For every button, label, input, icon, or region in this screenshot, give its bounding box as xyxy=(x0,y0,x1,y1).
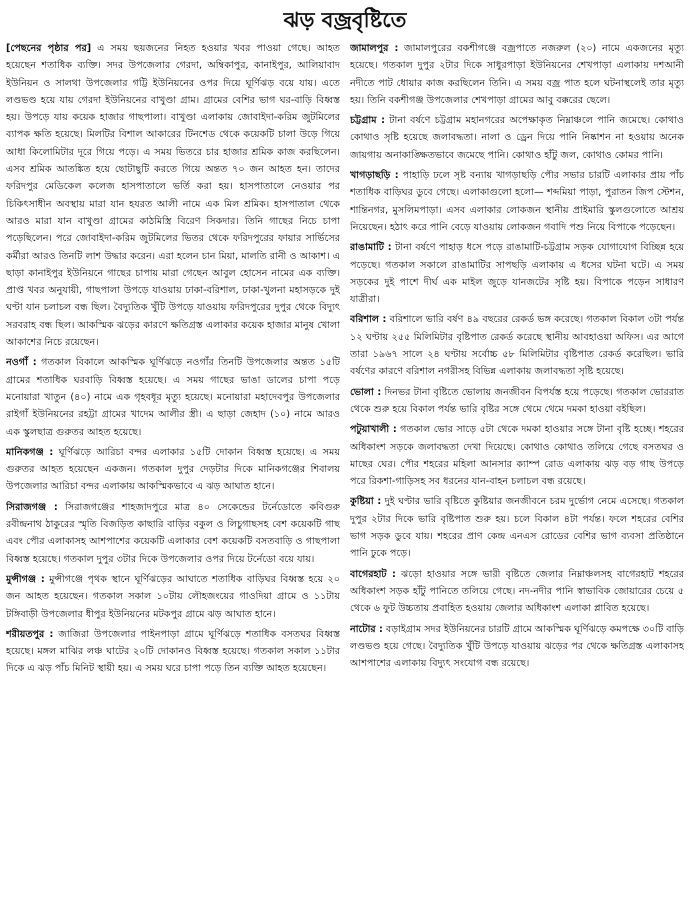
dateline: শরীয়তপুর : xyxy=(6,628,54,640)
dateline: পটুয়াখালী : xyxy=(350,424,397,436)
report-text: টানা বর্ষণে চট্টগ্রাম মহানগরের অপেক্ষাকৃত নিম্নাঞ্চলে পানি জমেছে। কোথাও কোথাও সৃষ্টি হয়েছে জলাবদ্ধতা। নালা ও ড্রেন দিয়ে পানি নিষ্কাশন না হওয়ায় অনেক জায়গায় অনাকাঙ্ক্ষিতভাবে জমেছে পানি। কোথাও হাঁটু জল, কোথাও কোমর পানি। xyxy=(350,115,684,161)
report-paragraph xyxy=(6,499,340,568)
report-text: পাহাড়ি ঢলে সৃষ্ট বন্যায় খাগড়াছড়ি পৌর সভার চারটি এলাকার প্রায় পাঁচ শতাধিক বাড়িঘর ডুবে গেছে। এলাকাগুলো হলো— শব্দমিয়া পাড়া, পুরাতন জিপ স্টেশন, শান্তিনগর, মুসলিমপাড়া। এসব এলাকার লোকজন স্থানীয় প্রাইমারি স্কুলগুলোতে আশ্রয় নিয়েছেন। হঠাৎ করে পানি বেড়ে যাওয়ায় লোকজন গবাদি পশু নিয়ে বিপাকে পড়েছেন। xyxy=(350,170,684,233)
dateline: খাগড়াছড়ি : xyxy=(350,170,399,182)
report-text: মুন্সীগঞ্জে পৃথক স্থানে ঘূর্ণিঝড়ের আঘাতে শতাধিক বাড়িঘর বিধ্বস্ত হয়ে ২০ জন আহত হয়েছেন। গতকাল সকাল ১০টায় লৌহজংয়ের গাওদিয়া গ্রামে ও ১১টায় টঙ্গিবাড়ী উপজেলার ধীপুর ইউনিয়নের মটকপুর গ্রামে ঝড় আঘাত হানে। xyxy=(6,573,340,620)
report-text: বরিশালে ভারি বর্ষণ ৪৯ বছরের রেকর্ড ভঙ্গ করেছে। গতকাল বিকাল ৩টা পর্যন্ত ১২ ঘণ্টায় ২৫৫ মিলিমিটার বৃষ্টিপাত রেকর্ড করেছে স্থানীয় আবহাওয়া অফিস। এর আগে তারা ১৯৬৭ সালে ২৪ ঘণ্টায় সর্বোচ্চ ৫৮ মিলিমিটার বৃষ্টিপাত রেকর্ড করেছিল। ভারি বর্ষণের কারণে বরিশাল নগরীসহ বিভিন্ন এলাকায় জলাবদ্ধতা সৃষ্টি হয়েছে। xyxy=(350,314,684,378)
report-paragraph xyxy=(350,167,684,236)
report-text: দিনভর টানা বৃষ্টিতে ভোলায় জনজীবন বিপর্যস্ত হয়ে পড়েছে। গতকাল ভোররাত থেকে শুরু হয়ে বিকাল পর্যন্ত ভারি বৃষ্টির সঙ্গে থেমে থেমে দমকা হাওয়া বইছিল। xyxy=(350,386,684,415)
report-paragraph xyxy=(6,571,340,623)
report-text: ঝড়ো হাওয়ার সঙ্গে ভারী বৃষ্টিতে জেলার নিম্নাঞ্চলসহ বাগেরহাট শহরের অধিকাংশ সড়ক হাঁটু পানিতে তলিয়ে গেছে। নদ-নদীর পানি স্বাভাবিক জোয়ারের চেয়ে ৫ থেকে ৬ ফুট উচ্চতায় প্রবাহিত হওয়ায় জেলার অধিকাংশ এলাকা প্লাবিত হয়েছে। xyxy=(350,568,684,615)
report-paragraph xyxy=(6,40,340,351)
report-paragraph xyxy=(350,112,684,164)
report-text: বড়াইগ্রাম সদর ইউনিয়নের চারটি গ্রামে আকস্মিক ঘূর্ণিঝড়ে কমপক্ষে ৩০টি বাড়ি লণ্ডভণ্ড হয়ে গেছে। বৈদ্যুতিক খুঁটি উপড়ে যাওয়ায় ঝড়ের পর থেকে ক্ষতিগ্রস্ত এলাকাসহ আশপাশের এলাকায় বিদ্যুৎ সংযোগ বন্ধ রয়েছে। xyxy=(350,623,684,670)
report-paragraph xyxy=(350,384,684,419)
report-paragraph xyxy=(350,311,684,380)
report-text: গতকাল বিকালে আকস্মিক ঘূর্ণিঝড়ে নওগাঁর তিনটি উপজেলার অন্তত ১৫টি গ্রামের শতাধিক ঘরবাড়ি বিধ্বস্ত হয়েছে। এ সময় গাছের ভাঙা ডালের চাপা পড়ে মনোয়ারা খাতুন (৪০) নামে এক গৃহবধূর মৃত্যু হয়েছে। মনোয়ারা মহাদেবপুর উপজেলার রাইগাঁ ইউনিয়নের রহট্টা গ্রামের খাদেম আলীর স্ত্রী। এ ছাড়া জেহাদ (১০) নামে আরও এক স্কুলছাত্র গুরুতর আহত হয়েছে। xyxy=(6,357,340,438)
report-text: গতকাল ভোর সাড়ে ৫টা থেকে দমকা হাওয়ার সঙ্গে টানা বৃষ্টি হচ্ছে। শহরের অধিকাংশ সড়কে জলাবদ্ধতা দেখা দিয়েছে। কোথাও কোথাও তলিয়ে গেছে বসতঘর ও মাছের ঘের। পৌর শহরের মহিলা আনসার ক্যাম্প রোড এলাকায় ঝড় বড় গাছ উপড়ে পরে রিকশা-গাড়িসহ সব ধরনের যান-বাহন চলাচল বন্ধ রয়েছে। xyxy=(350,424,684,488)
report-paragraph xyxy=(6,444,340,496)
report-text: জাজিরা উপজেলার পাইনপাড়া গ্রামে ঘূর্ণিঝড়ে শতাধিক বসতঘর বিধ্বস্ত হয়েছে। মঙ্গল মাঝির লঞ্চ ঘাটের ২০টি দোকানও বিধ্বস্ত হয়েছে। গতকাল সকাল ১১টার দিকে এ ঝড় পাঁচ মিনিট স্থায়ী হয়। এ সময় ঘরে চাপা পড়ে তিন ব্যক্তি আহত হয়েছেন। xyxy=(6,628,340,675)
report-text: এ সময় ছয়জনের নিহত হওয়ার খবর পাওয়া গেছে। আহত হয়েছেন শতাধিক ব্যক্তি। সদর উপজেলার গেরদা, অম্বিকাপুর, কানাইপুর, আলিয়াবাদ ইউনিয়ন ও সালথা উপজেলার গট্টি ইউনিয়নের ওপর দিয়ে ঘূর্ণিঝড় বয়ে যায়। এতে লণ্ডভণ্ড হয়ে যায় গেরদা ইউনিয়নের বাখুণ্ডা গ্রাম। গ্রামের বেশির ভাগ ঘর-বাড়ি বিধ্বস্ত হয়। উপড়ে যায় কয়েক হাজার গাছপালা। বাখুণ্ডা এলাকায় জোবাইদা-করিম জুটমিলের ব্যাপক ক্ষতি হয়েছে। মিলটির বিশাল আকারের টিনশেড থেকে কয়েকটি চালা উড়ে গিয়ে আধা কিলোমিটার দূরে গিয়ে পড়ে। এ সময় ভিতরে চার হাজার শ্রমিক কাজ করছিলেন। এসব শ্রমিক আতঙ্কিত হয়ে ছোটাছুটি করতে গিয়ে অন্তত ৭০ জন আহত হন। তাদের ফরিদপুর মেডিকেল কলেজ হাসপাতালে ভর্তি করা হয়। হাসপাতালে নেওয়ার পর চিকিৎসাধীন অবস্থায় মারা যান হযরত আলী নামে এক মিল শ্রমিক। হাসপাতাল থেকে আরও মারা যান বাখুণ্ডা গ্রামের কাঠমিস্ত্রি বিরেণ সিকদার। তিনি গাছের নিচে চাপা পড়েছিলেন। পরে জোবাইদা-করিম জুটমিলের ভিতর থেকে ফরিদপুরের ফায়ার সার্ভিসের কর্মীরা আরও তিনটি লাশ উদ্ধার করেন। এরা হলেন চান মিয়া, মালতি রানী ও আকাশ। এ ছাড়া কানাইপুর ইউনিয়নে গাছের চাপায় মারা গেছেন আবুল হোসেন নামের এক ব্যক্তি। প্রাপ্ত খবর অনুযায়ী, গাছপালা উপড়ে যাওয়ায় ঢাকা-বরিশাল, ঢাকা-খুলনা মহাসড়কে দুই ঘণ্টা যান চলাচল বন্ধ ছিল। বৈদ্যুতিক খুঁটি উপড়ে যাওয়ায় ফরিদপুরের দুপুর থেকে বিদ্যুৎ সরবরাহ বন্ধ ছিল। আকস্মিক ঝড়ের কারণে ক্ষতিগ্রস্ত এলাকার কয়েক হাজার মানুষ খোলা আকাশের নিচে রয়েছেন। xyxy=(6,43,340,349)
report-paragraph xyxy=(6,626,340,678)
dateline: বরিশাল : xyxy=(350,314,387,326)
headline: ঝড় বজ্রবৃষ্টিতে xyxy=(283,7,407,32)
left-column xyxy=(6,40,340,902)
report-paragraph xyxy=(6,354,340,440)
report-paragraph xyxy=(350,239,684,308)
report-paragraph xyxy=(350,566,684,618)
report-paragraph xyxy=(350,493,684,562)
dateline: ভোলা : xyxy=(350,386,382,398)
report-text: টানা বর্ষণে পাহাড় ধসে পড়ে রাঙামাটি-চট্টগ্রাম সড়ক যোগাযোগ বিচ্ছিন্ন হয়ে পড়েছে। গতকাল সকালে রাঙামাটির সাপছড়ি এলাকায় এ ধসের ঘটনা ঘটে। এ সময় সড়কের দুই পাশে দীর্ঘ এক মাইল জুড়ে যানজটের সৃষ্টি হয়। বিপাকে পড়েন সাধারণ যাত্রীরা। xyxy=(350,242,684,306)
right-column xyxy=(350,40,684,902)
article-columns xyxy=(6,40,684,902)
dateline: কুষ্টিয়া : xyxy=(350,496,382,508)
dateline: মানিকগঞ্জ : xyxy=(6,446,54,458)
dateline: নাটোর : xyxy=(350,623,383,635)
report-text: জামালপুরের বকশীগঞ্জে বজ্রপাতে নজরুল (২০) নামে একজনের মৃত্যু হয়েছে। গতকাল দুপুর ২টার দিকে সাধুরপাড়া ইউনিয়নের শেখপাড়া এলাকায় দশআনী নদীতে পাট ধোয়ার কাজ করছিলেন তিনি। এ সময় বজ্র পাত হলে ঘটনাস্থলেই তার মৃত্যু হয়। তিনি বকশীগঞ্জ উপজেলার শেখপাড়া গ্রামের আবু বক্করের ছেলে। xyxy=(350,43,684,106)
dateline: চট্টগ্রাম : xyxy=(350,115,385,127)
dateline: মুন্সীগঞ্জ : xyxy=(6,573,45,585)
dateline: নওগাঁ : xyxy=(6,357,37,369)
dateline: বাগেরহাট : xyxy=(350,568,396,580)
dateline: জামালপুর : xyxy=(350,43,399,54)
report-text: দুই ঘণ্টার ভারি বৃষ্টিতে কুষ্টিয়ার জনজীবনে চরম দুর্ভোগ নেমে এসেছে। গতকাল দুপুর ২টার দিকে ভারি বৃষ্টিপাত শুরু হয়। চলে বিকাল ৪টা পর্যন্ত। ফলে শহরের বেশির ভাগ সড়ক ডুবে যায়। শহরের প্রাণ কেন্দ্র এনএস রোডের বেশির ভাগ ব্যবসা প্রতিষ্ঠানে পানি ঢুকে পড়ে। xyxy=(350,496,684,560)
report-paragraph xyxy=(350,421,684,490)
report-paragraph xyxy=(350,621,684,673)
report-paragraph xyxy=(350,40,684,109)
dateline: সিরাজগঞ্জ : xyxy=(6,501,58,513)
report-text: সিরাজগঞ্জের শাহজাদপুরে মাত্র ৪০ সেকেন্ডের টর্নেডোতে কবিগুরু রবীন্দ্রনাথ ঠাকুরের স্মৃতি বিজড়িত কাছারি বাড়ির বকুল ও লিচুগাছসহ বেশ কয়েকটি গাছ এবং পৌর এলাকাসহ আশপাশের কয়েকটি এলাকার বেশ কয়েকটি বসতবাড়ি ও গাছপালা বিধ্বস্ত হয়েছে। গতকাল দুপুর ৩টার দিকে উপজেলার ওপর দিয়ে টর্নেডো বয়ে যায়। xyxy=(6,501,340,565)
dateline: [পেছনের পৃষ্ঠার পর] xyxy=(6,43,92,54)
dateline: রাঙামাটি : xyxy=(350,242,392,254)
report-text: ঘূর্ণিঝড়ে আরিচা বন্দর এলাকার ১৫টি দোকান বিধ্বস্ত হয়েছে। এ সময় গুরুতর আহত হয়েছেন একজন। গতকাল দুপুর দেড়টার দিকে মানিকগঞ্জের শিবালয় উপজেলার আরিচা বন্দর এলাকায় আকস্মিকভাবে এ ঝড় আঘাত হানে। xyxy=(6,446,340,493)
